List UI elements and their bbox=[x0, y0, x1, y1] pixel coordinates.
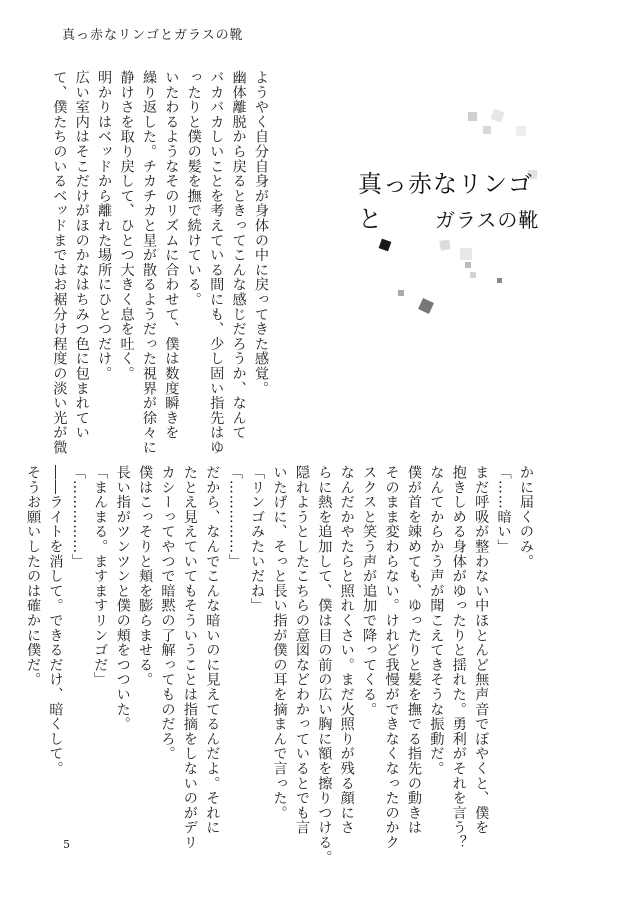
title-line-1: 真っ赤なリンゴと bbox=[358, 170, 533, 233]
text-line: 「……………」 bbox=[226, 465, 243, 569]
decor-square bbox=[468, 112, 477, 121]
decor-square bbox=[460, 248, 472, 260]
text-line: そのまま変わらない。けれど我慢ができなくなったのかク bbox=[383, 465, 400, 850]
decor-square bbox=[490, 108, 504, 122]
text-line: 「まんまる。ますますリンゴだ」 bbox=[92, 465, 109, 687]
decor-square bbox=[497, 278, 502, 283]
text-line: ――ライトを消して。できるだけ、暗くして。 bbox=[47, 465, 64, 776]
text-line: カシーってやつで暗黙の了解ってものだろ。 bbox=[159, 465, 176, 761]
text-line: まだ呼吸が整わない中ほとんど無声音でぼやくと、僕を bbox=[473, 465, 490, 835]
text-line: 僕が首を竦めても、ゆったりと髪を撫でる指先の動きは bbox=[405, 465, 422, 835]
text-line: ったりと僕の髪を撫で続けている。 bbox=[185, 70, 202, 307]
text-line: ようやく自分自身が身体の中に戻ってきた感覚。 bbox=[253, 70, 269, 396]
decor-square bbox=[379, 239, 392, 252]
text-line: 僕はこっそりと頬を膨らませる。 bbox=[137, 465, 154, 687]
decor-square bbox=[439, 239, 451, 251]
text-line: いたわるようなそのリズムに合わせて、僕は数度瞬きを bbox=[163, 70, 180, 440]
body-text-top bbox=[48, 70, 272, 455]
decor-square bbox=[465, 262, 471, 268]
decor-square bbox=[470, 272, 476, 278]
text-line: だから、なんでこんな暗いのに見えてるんだよ。それに bbox=[204, 465, 221, 835]
text-line: 明かりはベッドから離れた場所にひとつだけ。 bbox=[96, 70, 113, 381]
title-illustration bbox=[350, 100, 550, 320]
title-line-2: ガラスの靴 bbox=[435, 208, 540, 232]
text-line: そうお願いしたのは確かに僕だ。 bbox=[25, 465, 42, 687]
text-line: 「……暗い」 bbox=[495, 465, 512, 554]
text-line: 広い室内はそこだけがほのかなはちみつ色に包まれてい bbox=[73, 70, 90, 440]
decor-square bbox=[483, 126, 491, 134]
decor-square bbox=[418, 298, 434, 314]
text-line: て、僕たちのいるベッドまではお裾分け程度の淡い光が微 bbox=[51, 70, 68, 455]
text-line: 「リンゴみたいだね」 bbox=[249, 465, 266, 613]
text-line: なんてからかう声が聞こえてきそうな振動だ。 bbox=[428, 465, 445, 776]
text-line: 長い指がツンツンと僕の頬をつついた。 bbox=[114, 465, 131, 732]
page-number: 5 bbox=[63, 838, 70, 851]
text-line: 繰り返した。チカチカと星が散るようだった視界が徐々に bbox=[140, 70, 157, 455]
text-line: なんだかやたらと照れくさい。まだ火照りが残る顔にさ bbox=[338, 465, 355, 835]
decor-square bbox=[398, 290, 404, 296]
text-line: スクスと笑う声が追加で降ってくる。 bbox=[361, 465, 378, 717]
text-line: 幽体離脱から戻るときってこんな感じだろうか、なんて bbox=[230, 70, 247, 440]
running-head: 真っ赤なリンゴとガラスの靴 bbox=[62, 28, 244, 43]
text-line: 「……………」 bbox=[69, 465, 86, 569]
text-line: 隠れようとしたこちらの意図などわかっているとでも言 bbox=[293, 465, 310, 835]
text-line: いたげに、そっと長い指が僕の耳を摘まんで言った。 bbox=[271, 465, 288, 821]
text-line: バカバカしいことを考えている間にも、少し固い指先はゆ bbox=[208, 70, 225, 455]
text-line: かに届くのみ。 bbox=[518, 465, 534, 569]
text-line: らに熱を追加して、僕は目の前の広い胸に額を擦りつける。 bbox=[316, 465, 333, 865]
text-line: 抱きしめる身体がゆったりと揺れた。勇利がそれを言う？ bbox=[450, 465, 467, 850]
text-line: 静けさを取り戻して、ひとつ大きく息を吐く。 bbox=[118, 70, 135, 381]
text-line: たとえ見えていてもそういうことは指摘をしないのがデリ bbox=[181, 465, 198, 850]
decor-square bbox=[516, 126, 526, 136]
body-text-bottom bbox=[22, 465, 537, 865]
